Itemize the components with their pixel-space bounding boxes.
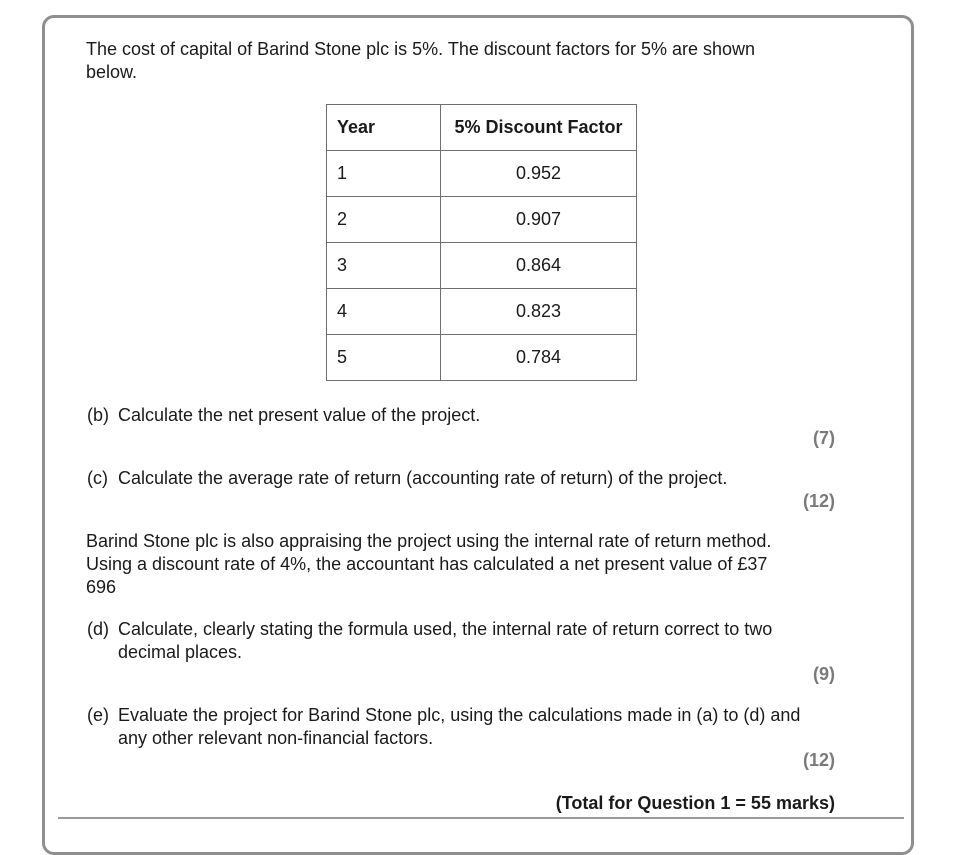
irr-paragraph: Barind Stone plc is also appraising the project using the internal rate of return method. Using a discount rate of 4%, the accountant has calculated a net present value of £37 696 bbox=[86, 531, 772, 597]
factor-cell: 0.784 bbox=[441, 335, 637, 381]
table-header-row bbox=[327, 105, 637, 151]
header-discount-factor: 5% Discount Factor bbox=[441, 105, 637, 151]
year-cell: 2 bbox=[327, 197, 441, 243]
discount-factor-table bbox=[326, 104, 637, 381]
question-e-label: (e) bbox=[87, 705, 109, 725]
table-row bbox=[327, 197, 637, 243]
question-d-label: (d) bbox=[87, 619, 109, 639]
year-cell: 3 bbox=[327, 243, 441, 289]
question-e-marks: (12) bbox=[802, 750, 835, 770]
question-b-marks: (7) bbox=[813, 428, 835, 448]
factor-cell: 0.952 bbox=[441, 151, 637, 197]
factor-cell: 0.907 bbox=[441, 197, 637, 243]
year-cell: 5 bbox=[327, 335, 441, 381]
table-row bbox=[327, 243, 637, 289]
question-c-label: (c) bbox=[87, 468, 108, 488]
bottom-rule bbox=[58, 817, 904, 819]
question-b-label: (b) bbox=[87, 405, 109, 425]
question-d-text: Calculate, clearly stating the formula used, the internal rate of return correct to two decimal places. bbox=[118, 619, 773, 662]
question-b bbox=[87, 404, 827, 427]
table-row bbox=[327, 335, 637, 381]
header-year: Year bbox=[327, 105, 441, 151]
factor-cell: 0.864 bbox=[441, 243, 637, 289]
question-d bbox=[87, 618, 807, 664]
factor-cell: 0.823 bbox=[441, 289, 637, 335]
question-c bbox=[87, 467, 827, 490]
year-cell: 4 bbox=[327, 289, 441, 335]
question-e-text: Evaluate the project for Barind Stone plc, using the calculations made in (a) to (d) and any other relevant non-financial factors. bbox=[118, 705, 801, 748]
question-d-marks: (9) bbox=[813, 664, 835, 684]
total-marks: (Total for Question 1 = 55 marks) bbox=[555, 793, 835, 813]
table-row bbox=[327, 151, 637, 197]
year-cell: 1 bbox=[327, 151, 441, 197]
table-row bbox=[327, 289, 637, 335]
question-c-marks: (12) bbox=[802, 491, 835, 511]
question-b-text: Calculate the net present value of the project. bbox=[118, 405, 481, 425]
intro-text: The cost of capital of Barind Stone plc is 5%. The discount factors for 5% are shown below. bbox=[86, 39, 756, 82]
question-e bbox=[87, 704, 817, 750]
question-c-text: Calculate the average rate of return (accounting rate of return) of the project. bbox=[118, 468, 728, 488]
